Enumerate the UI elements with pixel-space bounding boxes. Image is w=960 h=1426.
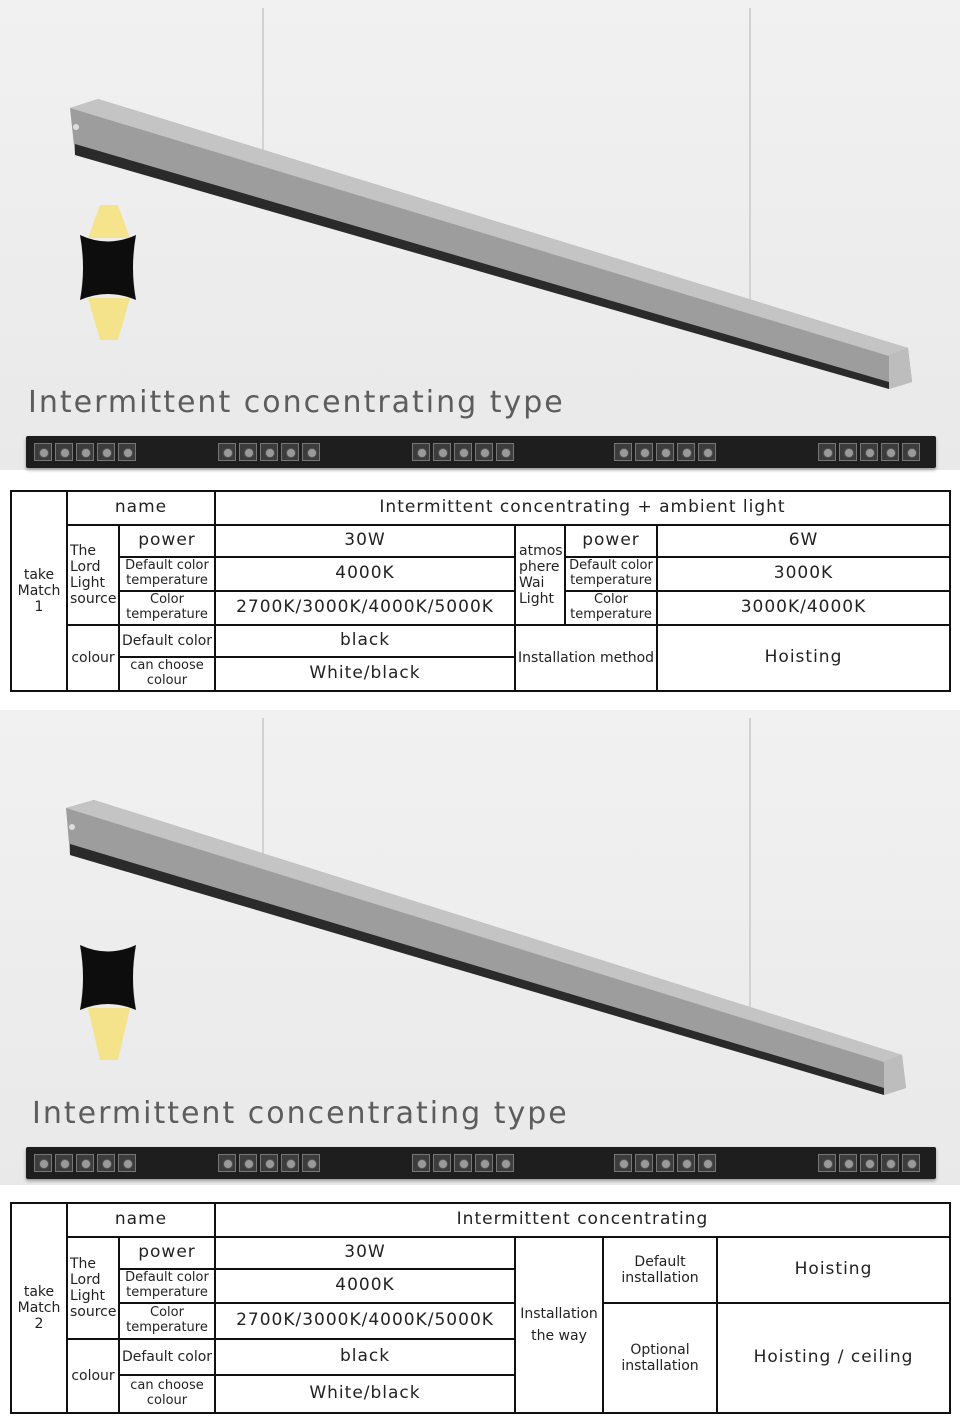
take-match-label: take Match 2	[12, 1204, 68, 1412]
ambient-default-color-temperature-label: Default color temperature	[564, 556, 658, 592]
colour-label: colour	[66, 624, 120, 690]
installation-way-label: Installation the way	[514, 1236, 604, 1412]
product-section-1	[0, 0, 960, 700]
name-value: Intermittent concentrating	[214, 1204, 949, 1238]
color-temperature-label: Color temperature	[118, 590, 216, 626]
default-color-temperature-label: Default color temperature	[118, 556, 216, 592]
power-label: power	[118, 1236, 216, 1270]
power-value: 30W	[214, 1236, 516, 1270]
ambient-power-label: power	[564, 524, 658, 558]
installation-method-label: Installation method	[514, 624, 658, 690]
default-color-temperature-value: 4000K	[214, 1268, 516, 1304]
name-label: name	[66, 1204, 216, 1238]
up-down-light-icon	[70, 200, 150, 350]
led-strip-image	[26, 436, 936, 468]
spec-table-1	[10, 490, 951, 692]
color-temperature-label: Color temperature	[118, 1302, 216, 1340]
name-label: name	[66, 492, 216, 526]
optional-installation-value: Hoisting / ceiling	[716, 1302, 949, 1412]
take-match-label: take Match 1	[12, 492, 68, 690]
main-light-source-label: The Lord Light source	[66, 524, 120, 626]
can-choose-colour-label: can choose colour	[118, 656, 216, 690]
default-color-label: Default color	[118, 624, 216, 658]
name-value: Intermittent concentrating + ambient light	[214, 492, 949, 526]
spec-table-2	[10, 1202, 951, 1414]
ambient-color-temperature-label: Color temperature	[564, 590, 658, 626]
ambient-color-temperature-value: 3000K/4000K	[656, 590, 949, 626]
product-type-heading: Intermittent concentrating type	[28, 385, 565, 420]
can-choose-colour-value: White/black	[214, 1374, 516, 1412]
product-photo-1	[0, 0, 960, 470]
power-label: power	[118, 524, 216, 558]
down-light-icon	[70, 940, 150, 1070]
optional-installation-label: Optional installation	[602, 1302, 718, 1412]
ambient-default-color-temperature-value: 3000K	[656, 556, 949, 592]
can-choose-colour-value: White/black	[214, 656, 516, 690]
default-color-label: Default color	[118, 1338, 216, 1376]
default-color-value: black	[214, 624, 516, 658]
default-installation-value: Hoisting	[716, 1236, 949, 1304]
main-light-source-label: The Lord Light source	[66, 1236, 120, 1340]
installation-method-value: Hoisting	[656, 624, 949, 690]
default-color-temperature-value: 4000K	[214, 556, 516, 592]
color-temperature-value: 2700K/3000K/4000K/5000K	[214, 590, 516, 626]
product-section-2	[0, 710, 960, 1426]
led-strip-image	[26, 1147, 936, 1179]
default-color-value: black	[214, 1338, 516, 1376]
product-type-heading: Intermittent concentrating type	[32, 1096, 569, 1131]
colour-label: colour	[66, 1338, 120, 1412]
can-choose-colour-label: can choose colour	[118, 1374, 216, 1412]
ambient-power-value: 6W	[656, 524, 949, 558]
default-installation-label: Default installation	[602, 1236, 718, 1304]
power-value: 30W	[214, 524, 516, 558]
ambient-light-label: atmos phere Wai Light	[514, 524, 566, 626]
color-temperature-value: 2700K/3000K/4000K/5000K	[214, 1302, 516, 1340]
default-color-temperature-label: Default color temperature	[118, 1268, 216, 1304]
product-photo-2	[0, 710, 960, 1185]
